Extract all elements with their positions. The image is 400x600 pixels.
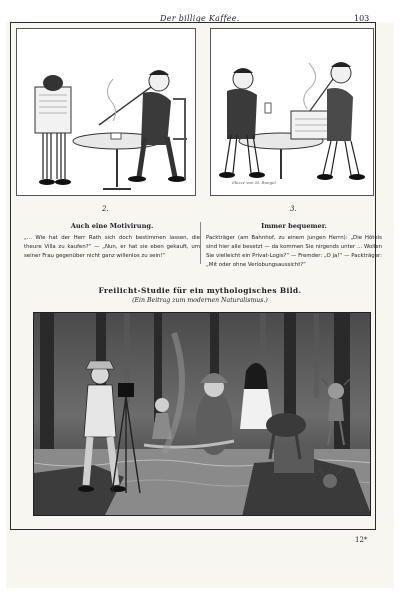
feature-title: Freilicht-Studie für ein mythologisches Bild.: [98, 286, 302, 295]
artist-signature: Skizze von M. Rungel: [232, 180, 276, 185]
article-column-left: [24, 222, 200, 261]
article-body: Packträger (am Bahnhof, zu einem jungen Herrn): „Die Hôtels sind hier alle besetzt — da kommen Sie nirgends unter ... Wollen Sie vielleicht ein Privat-Logis?“ — Fremder: „O ja!“ — Packträger: „Mit oder ohne Verlobungsaussicht?“: [206, 235, 382, 268]
column-divider: [200, 222, 201, 264]
cartoon-panel-2-illustration: [17, 29, 196, 196]
cartoon-caption-2: 2.: [102, 205, 109, 213]
article-title: Auch eine Motivirung.: [70, 222, 154, 230]
folio-number: 12*: [355, 536, 368, 544]
page-number: 103: [354, 14, 370, 23]
article-title: Immer bequemer.: [261, 222, 327, 230]
running-header-title: Der billige Kaffee.: [160, 14, 240, 23]
forest-scene-illustration: [34, 313, 371, 516]
cartoon-panel-3-illustration: [211, 29, 374, 196]
cartoon-panel-2: [16, 28, 196, 196]
cartoon-panel-3: [210, 28, 374, 196]
article-body: „... Wie hat der Herr Rath sich doch bestimmen lassen, die theure Villa zu kaufen?“ — „Nun, er hat sie eben gekauft, um seiner Frau gegenüber nicht ganz willenlos zu sein!“: [24, 235, 200, 259]
article-column-right: [206, 222, 382, 270]
feature-illustration: [33, 312, 371, 516]
feature-subtitle: (Ein Beitrag zum modernen Naturalismus.): [132, 297, 268, 304]
cartoon-caption-3: 3.: [290, 205, 297, 213]
